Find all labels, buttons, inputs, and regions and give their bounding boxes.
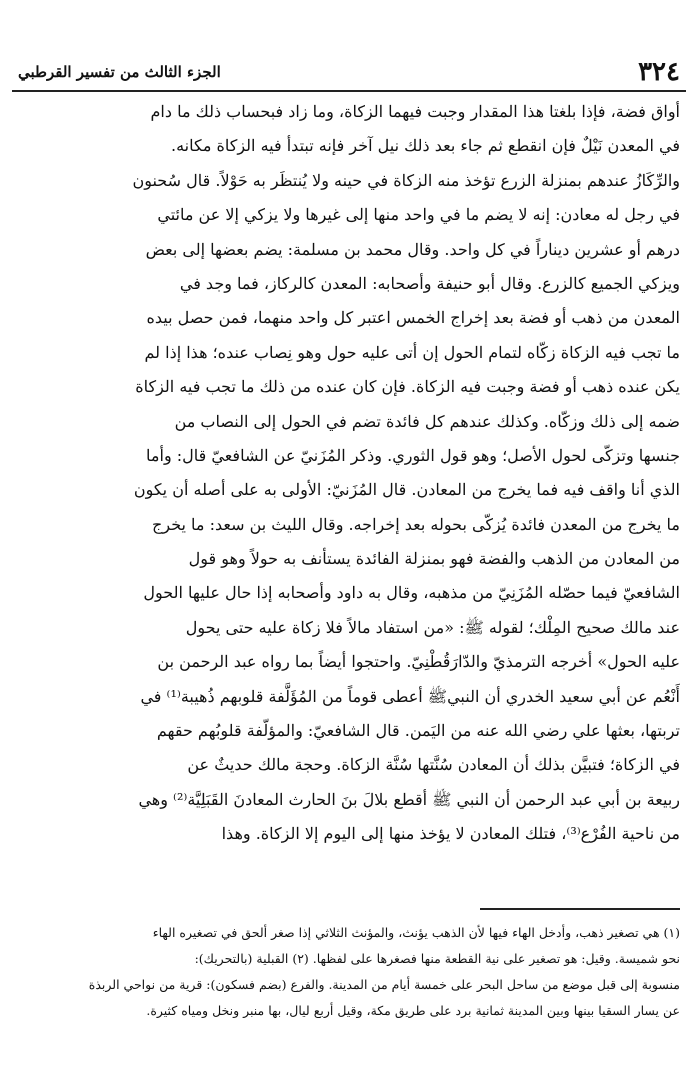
text-line: درهم أو عشرين ديناراً في كل واحد. وقال محمد بن مسلمة: يضم بعضها إلى بعض bbox=[145, 239, 680, 259]
running-title: الجزء الثالث من تفسير القرطبي bbox=[18, 63, 221, 81]
text-line: الذي أنا واقف فيه فما يخرج من المعادن. قال المُزَنيّ: الأولى به على أصله أن يكون bbox=[133, 480, 680, 500]
text-line: أواق فضة، فإذا بلغتا هذا المقدار وجبت فيهما الزكاة، وما زاد فبحساب ذلك ما دام bbox=[150, 102, 680, 121]
text-line: ضمه إلى ذلك وزكّاه. وكذلك عندهم كل فائدة تضم في الحول إلى النصاب من bbox=[174, 411, 680, 431]
text-line: في الزكاة؛ فتبيَّن بذلك أن المعادن سُنَّتها سُنَّة الزكاة. وحجة مالك حديثٌ عن bbox=[187, 755, 680, 775]
text-line: تربتها، بعثها علي رضي الله عنه من اليَمن. قال الشافعيّ: والمؤلّفة قلوبُهم حقهم bbox=[156, 721, 680, 741]
footnote-line: نحو شميسة. وقيل: هو تصغير على نية القطعة منها فصغرها على لفظها. (٢) القبلية (بالتحريك): bbox=[194, 951, 680, 966]
footnote-line: منسوبة إلى قبل موضع من ساحل البحر على خمسة أيام من المدينة. والفرع (بضم فسكون): قرية من نواحي الربذة bbox=[88, 977, 680, 992]
text-line: في رجل له معادن: إنه لا يضم ما في واحد منها إلى غيرها ولا يزكي إلا عن مائتي bbox=[157, 205, 680, 225]
text-line: ربيعة بن أبي عبد الرحمن أن النبي ﷺ أقطع بلالَ بنَ الحارث المعادنَ القَبَلِيَّة⁽²⁾ وهي bbox=[138, 789, 680, 809]
text-line: والرِّكَازُ عندهم بمنزلة الزرع تؤخذ منه الزكاة في حينه ولا يُنتظَر به حَوْلاً. قال سُحنون bbox=[132, 170, 680, 190]
text-line: ويزكي الجميع كالزرع. وقال أبو حنيفة وأصحابه: المعدن كالركاز، فما وجد في bbox=[179, 273, 680, 293]
text-line: من المعادن من الذهب والفضة فهو بمنزلة الفائدة يستأنف به حولاً وهو قول bbox=[188, 549, 680, 569]
text-line: جنسها وتزكّى لحول الأصل؛ وهو قول الثوري. وذكر المُزَنيّ عن الشافعيّ قال: وأما bbox=[146, 445, 680, 465]
text-line: الشافعيّ فيما حصّله المُزَنِيّ من مذهبه، وقال به داود وأصحابه إذا حال عليها الحول bbox=[143, 583, 680, 603]
text-line: يكن عنده ذهب أو فضة وجبت فيه الزكاة. فإن كان عنده من ذلك ما تجب فيه الزكاة bbox=[135, 377, 680, 397]
footnote-line: عن يسار السقيا بينها وبين المدينة ثمانية برد على طريق مكة، وقيل أربع ليال، بها منبر ونخل ومياه كثيرة. bbox=[146, 1003, 680, 1018]
header-rule bbox=[12, 90, 686, 92]
text-line: في المعدن نَيْلٌ فإن انقطع ثم جاء بعد ذلك نيل آخر فإنه تبتدأ فيه الزكاة مكانه. bbox=[170, 136, 680, 156]
text-line: عليه الحول» أخرجه الترمذيّ والدّارَقُطْنِيّ. واحتجوا أيضاً بما رواه عبد الرحمن بن bbox=[157, 652, 680, 672]
page-number: ٣٢٤ bbox=[638, 57, 680, 87]
text-line: المعدن من ذهب أو فضة بعد إخراج الخمس اعتبر كل واحد منهما، فمن حصل بيده bbox=[146, 308, 680, 328]
text-line: ما تجب فيه الزكاة زكّاه لتمام الحول إن أتى عليه حول وهو نِصاب عنده؛ هذا إذا لم bbox=[144, 342, 680, 362]
page-header bbox=[18, 54, 680, 90]
text-line: من ناحية الفُرْع⁽³⁾، فتلك المعادن لا يؤخذ منها إلى اليوم إلا الزكاة. وهذا bbox=[221, 824, 680, 844]
footnote-rule bbox=[480, 908, 680, 910]
footnotes bbox=[10, 920, 680, 1024]
main-text bbox=[12, 95, 680, 852]
footnote-line: (١) هي تصغير ذهب، وأدخل الهاء فيها لأن الذهب يؤنث، والمؤنث الثلاثي إذا صغر ألحق في تصغيره الهاء bbox=[152, 925, 680, 940]
text-line: عند مالك صحيح المِلْك؛ لقوله ﷺ: «من استفاد مالاً فلا زكاة عليه حتى يحول bbox=[185, 617, 680, 637]
text-line: أَنْعُم عن أبي سعيد الخدري أن النبيﷺ أعطى قوماً من المُؤَلَّفة قلوبهم ذُهيبة⁽¹⁾ في bbox=[140, 686, 680, 706]
text-line: ما يخرج من المعدن فائدة يُزكّى بحوله بعد إخراجه. وقال الليث بن سعد: ما يخرج bbox=[152, 514, 680, 534]
